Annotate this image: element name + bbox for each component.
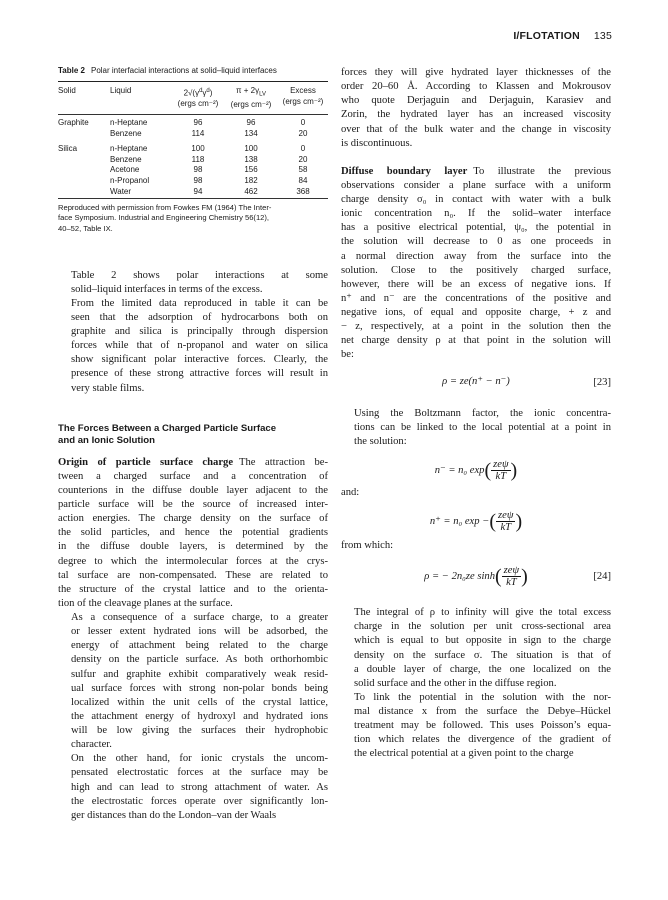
text-line: the electrostatic forces operate over significantly lon-: [71, 795, 328, 807]
cell-a: 118: [191, 154, 205, 164]
text-line: mal distance x from the surface the Debye–Hückel: [354, 706, 611, 717]
text-line: presence of these strong attractive forces will result in: [71, 368, 328, 380]
text-line: The integral of ρ to infinity will give the total excess: [354, 607, 611, 619]
table-label: Table 2: [58, 66, 85, 75]
frac-num: zeψ: [503, 565, 520, 577]
table-caption: [58, 66, 328, 75]
cell-liquid: Benzene: [110, 128, 142, 138]
text-line: solution. Close to the positively charged surface,: [341, 264, 611, 276]
para-integral: [341, 606, 611, 691]
text-line: the structure of the crystal lattice and to the orienta-: [58, 583, 328, 595]
cell-c: 368: [296, 186, 310, 196]
cell-a: 98: [193, 176, 203, 186]
para-consequence: [58, 611, 328, 752]
text-line: negative ions, of equal and opposite charge, + z and: [341, 307, 611, 318]
source-line: face Symposium. Industrial and Engineering Chemistry 56(12),: [58, 213, 270, 223]
table-header-row: [58, 82, 328, 115]
text-line: over that of the bulk water and the change in viscosity: [341, 123, 611, 135]
cell-c: 0: [300, 143, 306, 153]
text-line: Using the Boltzmann factor, the ionic concentra-: [354, 407, 611, 419]
text-line: To illustrate the previous: [473, 165, 612, 177]
text-line: character.: [71, 739, 112, 751]
text-line: forces while that of n-propanol and water on silica: [71, 340, 328, 352]
cell-c: 0: [300, 118, 306, 128]
text-line: density on the surface σ. The situation is that of: [354, 649, 611, 661]
para-forces: [341, 66, 611, 151]
source-line: 40–52, Table IX.: [58, 223, 113, 233]
cell-b: 462: [244, 186, 258, 196]
eq-nminus-lhs: n⁻ = n₀ exp: [434, 464, 485, 476]
interactions-table: [58, 82, 328, 199]
text-line: or lesser extent hydrated ions will be adsorbed, the: [71, 626, 328, 638]
table-row: [58, 165, 328, 176]
text-line: ger distances than do the London–van der Waals: [71, 809, 277, 821]
cell-b: 182: [244, 176, 258, 186]
subhead-diffuse: Diffuse boundary layer: [341, 165, 468, 177]
text-line: The attraction be-: [239, 456, 328, 468]
text-line: observations consider a plane surface with a uniform: [341, 179, 611, 191]
running-head: [513, 30, 612, 42]
cell-a: 94: [193, 186, 203, 196]
cell-liquid: n-Heptane: [110, 143, 148, 153]
cell-solid: [58, 165, 110, 176]
equation-24: ρ = − 2n₀ze sinh( $\frac{\text{zeψ}}{kT}$ ) [24]: [424, 565, 611, 589]
para-diffuse: [341, 165, 611, 363]
cell-solid: [58, 176, 110, 187]
cell-solid: [58, 155, 110, 166]
cell-c: 20: [298, 154, 308, 164]
text-line: As a consequence of a surface charge, to a greater: [71, 612, 328, 624]
text-line: tal surface are non-compensated. These are related to: [58, 569, 328, 581]
text-line: sulfur and graphite exhibit comparatively weak resid-: [71, 668, 328, 680]
col-solid: Solid: [58, 86, 76, 95]
text-line: the electrical potential at a given point to the charge: [354, 748, 574, 760]
table-caption-text: Polar interfacial interactions at solid–liquid interfaces: [90, 66, 277, 75]
text-line: high and can lead to strong attachment of water. As: [71, 781, 328, 793]
para-limited-data: [58, 297, 328, 396]
col-excess-unit: (ergs cm⁻²): [282, 96, 324, 106]
cell-solid: [58, 129, 110, 140]
para-origin: [58, 456, 328, 611]
col-dispersion-unit: (ergs cm⁻²): [177, 99, 219, 109]
text-line: pensated electrostatic forces at the surface may be: [71, 767, 328, 779]
source-line: Reproduced with permission from Fowkes FM (1964) The Inter-: [58, 202, 272, 212]
text-line: the solution will decrease to 0 as one proceeds in: [341, 236, 611, 248]
cell-b: 138: [244, 154, 258, 164]
cell-solid: Graphite: [58, 118, 89, 128]
col-liquid: Liquid: [110, 86, 132, 95]
text-line: a normal direction away from the surface into the: [341, 250, 611, 262]
table-source: [58, 203, 328, 235]
cell-liquid: n-Heptane: [110, 118, 148, 128]
text-line: charge density σ₀ in contact with water with a bulk: [341, 194, 611, 205]
text-line: ual surface forces with strong non-polar bonds being: [71, 682, 328, 694]
eq24-lhs: ρ = − 2n₀ze sinh: [424, 571, 495, 583]
text-line: tions can be linked to the local potential at a point in: [354, 421, 611, 433]
para-ionic-crystals: [58, 752, 328, 823]
text-line: the attachment energy of hydroxyl and hydrated ions: [71, 710, 328, 722]
text-line: action energies. The charge density on the surface of: [58, 513, 328, 525]
cell-a: 98: [193, 165, 203, 175]
section-title: The Forces Between a Charged Particle Surface and an Ionic Solution: [58, 422, 277, 447]
cell-a: 114: [191, 128, 205, 138]
cell-a: 96: [193, 118, 203, 128]
text-line: has a positive electrical potential, ψ₀, the potential in: [341, 222, 611, 234]
text-line: On the other hand, for ionic crystals the uncom-: [71, 753, 328, 765]
equation-n-minus: n⁻ = n₀ exp( $\frac{\text{zeψ}}{kT}$ ): [434, 458, 518, 482]
para-boltzmann: [341, 407, 611, 449]
text-line: which is equal to but opposite in sign to the charge: [354, 635, 611, 647]
col-adhesion-unit: (ergs cm⁻²): [230, 100, 272, 110]
cell-b: 96: [246, 118, 256, 128]
eq-nplus-lhs: n⁺ = n₀ exp −: [429, 515, 490, 527]
cell-liquid: n-Propanol: [110, 176, 150, 186]
frac-num: zeψ: [498, 510, 514, 521]
text-line: tion of the cleavage planes at the surface.: [58, 597, 233, 609]
frac-den: kT: [495, 470, 507, 482]
table-row: [58, 118, 328, 129]
col-adhesion: $\pi + 2\gamma_{LV}$ (ergs cm⁻²): [230, 86, 272, 110]
cell-a: 100: [191, 143, 205, 153]
table-row: [58, 176, 328, 187]
label-and: and:: [341, 486, 360, 498]
text-line: treatment may be followed. This uses Poisson’s equa-: [354, 720, 611, 732]
text-line: energy of attachment being related to the charge: [71, 640, 328, 652]
text-line: the solution:: [354, 435, 407, 447]
text-line: density on the particle surface. As both orthorhombic: [71, 654, 328, 666]
cell-solid: [58, 187, 110, 198]
cell-b: 100: [244, 143, 258, 153]
equation-23: [341, 375, 611, 395]
text-line: From the limited data reproduced in table it can be: [71, 297, 328, 309]
text-line: ionic concentration n₀. If the solid–water interface: [341, 208, 611, 220]
text-line: n⁺ and n⁻ are the concentrations of the positive and: [341, 292, 611, 304]
cell-b: 134: [244, 128, 258, 138]
text-line: solid surface and the other in the diffuse region.: [354, 677, 557, 689]
text-line: however, there will be an excess of negative ions. If: [341, 278, 611, 290]
text-line: tion which relates the divergence of the gradient of: [354, 734, 611, 746]
cell-liquid: Acetone: [110, 165, 140, 175]
text-line: the solid particles, and hence the potential gradients: [58, 527, 328, 539]
cell-solid: Silica: [58, 143, 78, 153]
text-line: degree to which the intermolecular forces at the crys-: [58, 555, 328, 567]
text-line: graphite and silica is principally through dispersion: [71, 326, 328, 338]
text-line: To link the potential in the solution with the nor-: [354, 691, 611, 703]
text-line: localized within the unit cells of the crystal lattice,: [71, 696, 328, 708]
table-body: [58, 118, 328, 198]
frac-num: zeψ: [493, 458, 509, 470]
col-excess: [278, 82, 328, 115]
cell-c: 20: [298, 128, 308, 138]
para-debye: [341, 691, 611, 762]
eq23-expression: ρ = ze(n⁺ − n⁻): [442, 375, 510, 387]
right-column: [341, 66, 611, 762]
cell-c: 84: [298, 176, 308, 186]
table-row: [58, 129, 328, 140]
text-line: be:: [341, 349, 354, 361]
text-line: a double layer of charge, the one localized on the: [354, 663, 611, 675]
text-line: show significant polar interactive forces. Clearly, the: [71, 354, 328, 366]
label-from-which: from which:: [341, 540, 394, 551]
table-row: [58, 187, 328, 198]
text-line: charge in the solution per unit cross-sectional area: [354, 621, 611, 633]
frac-den: kT: [506, 577, 517, 589]
text-line: tween a charged surface and a concentration of: [58, 470, 328, 482]
eq24-number: [24]: [593, 571, 611, 583]
page-number: 135: [593, 30, 612, 42]
text-line: forces they will give hydrated layer thicknesses of the: [341, 67, 611, 78]
eq23-number: [23]: [593, 376, 611, 388]
text-line: Zorin, the hydrated layer has an increased viscosity: [341, 109, 611, 121]
cell-liquid: Water: [110, 186, 132, 196]
col-dispersion: $2√(\gamma^d\gamma^d)$ (ergs cm⁻²): [177, 88, 219, 109]
text-line: in the diffuse double layers, is determined by the: [58, 541, 328, 553]
col-excess-label: Excess: [290, 86, 316, 95]
subhead-origin: Origin of particle surface charge: [58, 456, 234, 468]
table-row: [58, 155, 328, 166]
cell-b: 156: [244, 165, 258, 175]
table-row: [58, 144, 328, 155]
text-line: particle surface will be the source of increased inter-: [58, 499, 328, 511]
text-line: is discontinuous.: [341, 137, 413, 149]
text-line: will be low giving the surfaces their hydrophobic: [71, 725, 328, 737]
running-title: I/FLOTATION: [513, 30, 580, 42]
equation-n-plus: n⁺ = n₀ exp −( $\frac{\text{zeψ}}{kT}$ ): [429, 510, 523, 533]
text-line: counterions in the diffuse double layer adjacent to the: [58, 484, 328, 496]
left-column: [58, 66, 328, 823]
text-line: − z, respectively, at a point in the solution then the: [341, 321, 611, 333]
text-line: very stable films.: [71, 382, 145, 394]
text-line: net charge density ρ at that point in the solution will: [341, 335, 611, 347]
text-line: seen that the adsorption of hydrocarbons both on: [71, 311, 328, 323]
frac-den: kT: [500, 522, 512, 533]
cell-c: 58: [298, 165, 308, 175]
cell-liquid: Benzene: [110, 154, 142, 164]
para-table2: Table 2 shows polar interactions at some solid–liquid interfaces in terms of the excess.: [71, 269, 328, 295]
text-line: order 20–60 Å. According to Klassen and Mokrousov: [341, 81, 611, 93]
text-line: who quote Derjaguin and Derjaguin, Karasiev and: [341, 95, 611, 107]
